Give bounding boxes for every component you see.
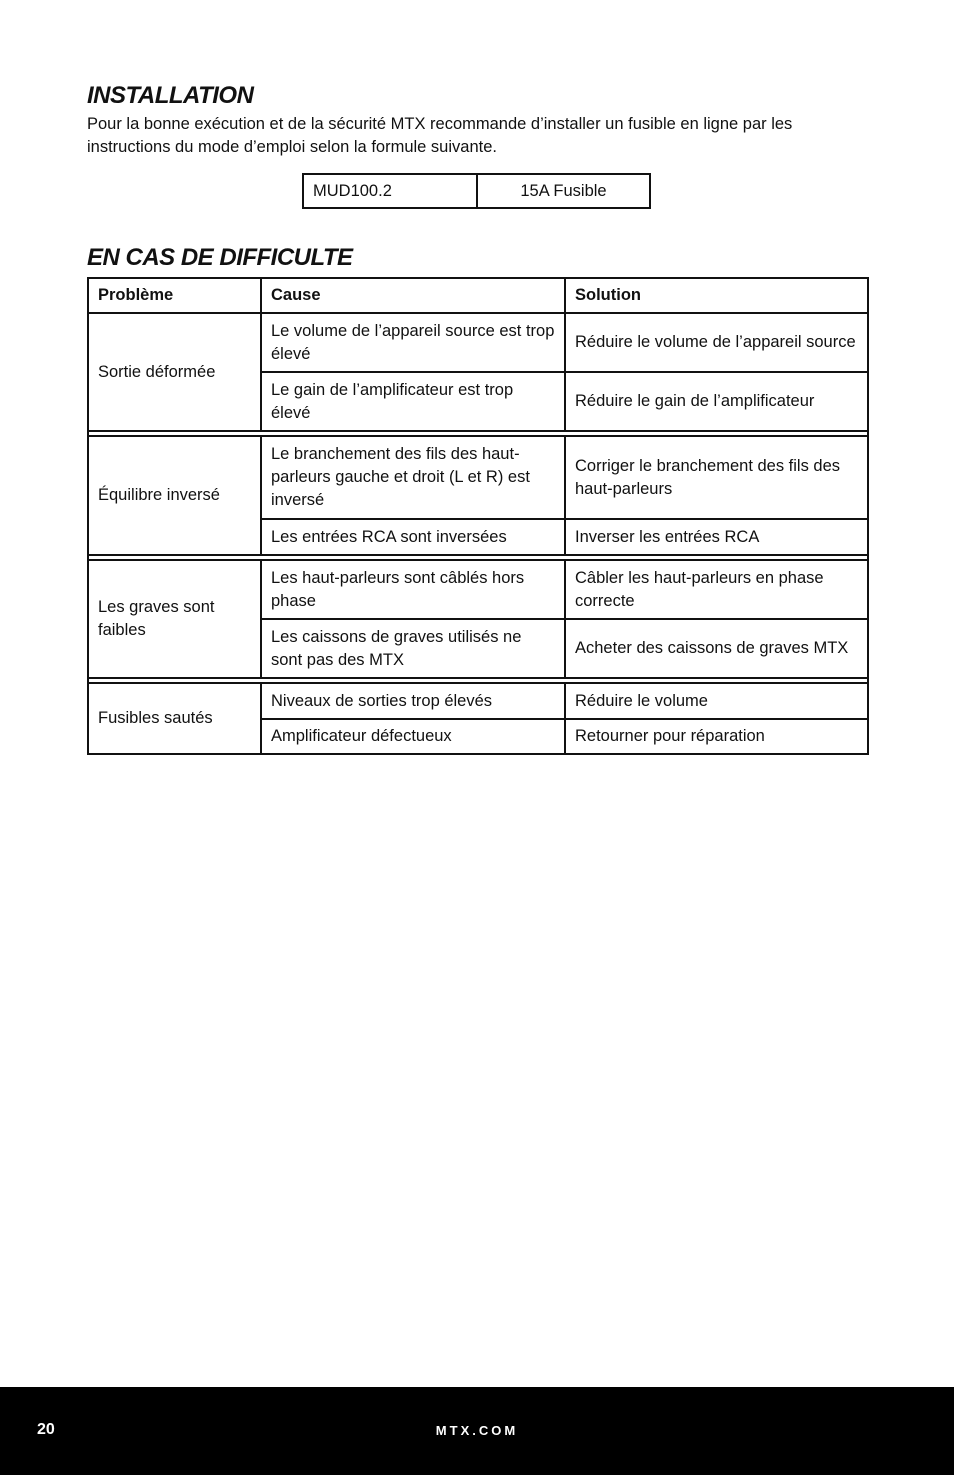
installation-title: INSTALLATION [87,82,254,109]
table-row [262,561,867,618]
table-row [262,684,867,718]
solution-cell: Réduire le gain de l’amplificateur [575,392,815,410]
installation-intro: Pour la bonne exécution et de la sécurité MTX recommande d’installer un fusible en ligne par les instructions du mode d’emploi selon la formule suivante. [87,115,793,156]
solution-cell: Inverser les entrées RCA [575,527,760,546]
cause-cell: Le branchement des fils des haut-parleurs gauche et droit (L et R) est inversé [262,437,566,518]
cause-cell: Amplificateur défectueux [262,720,566,753]
solution-cell: Corriger le branchement des fils des haut-parleurs [575,456,841,498]
table-group [89,437,867,556]
header-problem: Problème [89,279,262,312]
header-cause: Cause [262,279,566,312]
troubleshooting-table [87,277,869,755]
table-header-row [89,279,867,314]
cause-cell: Les caissons de graves utilisés ne sont pas des MTX [262,620,566,677]
troubleshooting-title: EN CAS DE DIFFICULTE [87,244,353,271]
table-group [89,561,867,679]
table-row [262,314,867,371]
table-row [262,371,867,430]
table-group [89,314,867,432]
cause-cell: Les haut-parleurs sont câblés hors phase [262,561,566,618]
cause-cell: Les entrées RCA sont inversées [262,520,566,554]
table-row [262,437,867,518]
table-group [89,684,867,753]
solution-cell: Câbler les haut-parleurs en phase correcte [575,568,824,610]
table-row [262,518,867,554]
page-number: 20 [37,1421,55,1438]
table-row [262,618,867,677]
installation-section [87,82,869,159]
cause-cell: Le volume de l’appareil source est trop élevé [262,314,566,371]
problem-cell: Sortie déformée [89,314,262,430]
cause-cell: Le gain de l’amplificateur est trop élevé [262,373,566,430]
solution-cell: Retourner pour réparation [575,727,765,745]
problem-cell: Équilibre inversé [89,437,262,554]
fuse-value: 15A Fusible [520,181,607,200]
solution-cell: Acheter des caissons de graves MTX [575,639,849,657]
fuse-model: MUD100.2 [304,175,478,207]
page-footer [0,1387,954,1475]
solution-cell: Réduire le volume [575,691,708,710]
problem-cell: Fusibles sautés [89,684,262,753]
table-row [262,718,867,753]
fuse-table [302,173,651,209]
problem-cell: Les graves sont faibles [89,561,262,677]
cause-cell: Niveaux de sorties trop élevés [262,684,566,718]
header-solution: Solution [575,286,641,304]
website-label: MTX.COM [435,1423,519,1438]
solution-cell: Réduire le volume de l’appareil source [575,333,856,351]
